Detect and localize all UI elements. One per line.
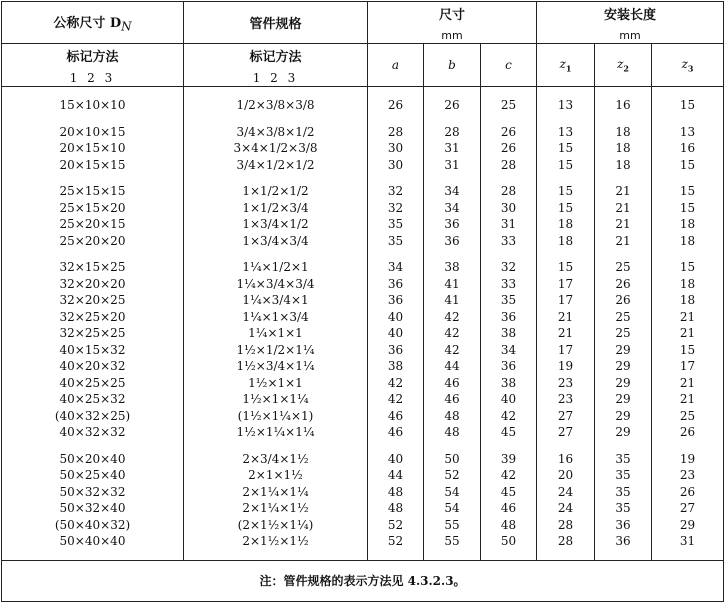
group-spacer xyxy=(2,550,724,561)
cell-b: 54 xyxy=(424,484,481,501)
nominal-size-header: 公称尺寸 $D_N$ xyxy=(2,2,184,44)
cell-a: 52 xyxy=(368,517,424,534)
cell-z1: 23 xyxy=(537,375,595,392)
cell-spec: 1½×3/4×1¼ xyxy=(184,358,368,375)
table-row xyxy=(2,342,724,359)
cell-z3: 25 xyxy=(652,408,724,425)
cell-spec: 1¼×3/4×1 xyxy=(184,292,368,309)
cell-a: 36 xyxy=(368,276,424,293)
cell-b: 48 xyxy=(424,424,481,441)
cell-z3: 15 xyxy=(652,183,724,200)
cell-z2: 29 xyxy=(595,391,652,408)
cell-z1: 15 xyxy=(537,200,595,217)
cell-z3: 15 xyxy=(652,157,724,174)
col-a-header: a xyxy=(368,44,424,87)
cell-nominal: 50×20×40 xyxy=(2,451,184,468)
cell-a: 42 xyxy=(368,375,424,392)
cell-z3: 18 xyxy=(652,276,724,293)
table-row xyxy=(2,451,724,468)
cell-z2: 21 xyxy=(595,183,652,200)
cell-spec: 1¼×3/4×3/4 xyxy=(184,276,368,293)
cell-z1: 17 xyxy=(537,342,595,359)
cell-b: 44 xyxy=(424,358,481,375)
cell-z3: 13 xyxy=(652,124,724,141)
group-spacer xyxy=(2,114,724,124)
col-z1-header: $z_1$ xyxy=(537,44,595,87)
cell-nominal: 50×40×40 xyxy=(2,533,184,550)
cell-z2: 16 xyxy=(595,97,652,114)
cell-b: 55 xyxy=(424,517,481,534)
cell-z1: 15 xyxy=(537,183,595,200)
cell-spec: 2×1×1½ xyxy=(184,467,368,484)
cell-c: 38 xyxy=(481,325,537,342)
col-b-header: b xyxy=(424,44,481,87)
cell-z3: 23 xyxy=(652,467,724,484)
cell-spec: 1½×1¼×1¼ xyxy=(184,424,368,441)
cell-z2: 21 xyxy=(595,216,652,233)
cell-b: 36 xyxy=(424,233,481,250)
cell-a: 48 xyxy=(368,500,424,517)
cell-z3: 26 xyxy=(652,484,724,501)
mark-method-header-1: 标记方法 1 2 3 xyxy=(2,44,184,87)
cell-z1: 27 xyxy=(537,408,595,425)
header-row-2 xyxy=(2,44,724,87)
cell-c: 36 xyxy=(481,309,537,326)
cell-spec: 1×1/2×3/4 xyxy=(184,200,368,217)
cell-nominal: 25×15×15 xyxy=(2,183,184,200)
cell-c: 33 xyxy=(481,276,537,293)
cell-a: 38 xyxy=(368,358,424,375)
cell-a: 46 xyxy=(368,408,424,425)
cell-c: 26 xyxy=(481,124,537,141)
cell-z3: 21 xyxy=(652,325,724,342)
cell-z3: 18 xyxy=(652,292,724,309)
cell-b: 46 xyxy=(424,375,481,392)
cell-a: 26 xyxy=(368,97,424,114)
cell-spec: 1×3/4×3/4 xyxy=(184,233,368,250)
cell-z1: 28 xyxy=(537,533,595,550)
mark-method-header-2: 标记方法 1 2 3 xyxy=(184,44,368,87)
cell-z2: 18 xyxy=(595,157,652,174)
cell-spec: 1×3/4×1/2 xyxy=(184,216,368,233)
cell-z2: 18 xyxy=(595,140,652,157)
group-spacer xyxy=(2,441,724,451)
table-row xyxy=(2,408,724,425)
cell-z2: 35 xyxy=(595,451,652,468)
cell-spec: 2×1¼×1¼ xyxy=(184,484,368,501)
table-row xyxy=(2,259,724,276)
cell-a: 28 xyxy=(368,124,424,141)
cell-z3: 15 xyxy=(652,97,724,114)
cell-nominal: 40×20×32 xyxy=(2,358,184,375)
cell-z2: 29 xyxy=(595,375,652,392)
cell-z1: 13 xyxy=(537,124,595,141)
cell-nominal: 15×10×10 xyxy=(2,97,184,114)
cell-nominal: 32×25×20 xyxy=(2,309,184,326)
cell-z2: 18 xyxy=(595,124,652,141)
cell-z3: 18 xyxy=(652,233,724,250)
cell-nominal: 32×15×25 xyxy=(2,259,184,276)
cell-z1: 21 xyxy=(537,309,595,326)
cell-spec: 1×1/2×1/2 xyxy=(184,183,368,200)
cell-z3: 21 xyxy=(652,309,724,326)
cell-spec: 1¼×1/2×1 xyxy=(184,259,368,276)
cell-c: 40 xyxy=(481,391,537,408)
cell-spec: 1½×1×1¼ xyxy=(184,391,368,408)
cell-z1: 17 xyxy=(537,292,595,309)
cell-z2: 21 xyxy=(595,200,652,217)
cell-b: 55 xyxy=(424,533,481,550)
cell-z1: 18 xyxy=(537,233,595,250)
cell-a: 48 xyxy=(368,484,424,501)
cell-z3: 15 xyxy=(652,259,724,276)
dimensions-header: 尺寸 mm xyxy=(368,2,537,44)
cell-spec: 1¼×1×3/4 xyxy=(184,309,368,326)
cell-c: 38 xyxy=(481,375,537,392)
cell-b: 26 xyxy=(424,97,481,114)
cell-z1: 17 xyxy=(537,276,595,293)
col-z2-header: $z_2$ xyxy=(595,44,652,87)
cell-nominal: 32×20×20 xyxy=(2,276,184,293)
table-row xyxy=(2,500,724,517)
cell-spec: 1½×1/2×1¼ xyxy=(184,342,368,359)
cell-c: 33 xyxy=(481,233,537,250)
cell-spec: 2×1¼×1½ xyxy=(184,500,368,517)
cell-spec: 3×4×1/2×3/8 xyxy=(184,140,368,157)
cell-c: 45 xyxy=(481,424,537,441)
table-row xyxy=(2,276,724,293)
cell-z3: 29 xyxy=(652,517,724,534)
cell-z2: 25 xyxy=(595,309,652,326)
cell-b: 42 xyxy=(424,309,481,326)
cell-z1: 28 xyxy=(537,517,595,534)
cell-z1: 18 xyxy=(537,216,595,233)
cell-c: 36 xyxy=(481,358,537,375)
cell-b: 50 xyxy=(424,451,481,468)
cell-c: 28 xyxy=(481,157,537,174)
cell-z2: 35 xyxy=(595,484,652,501)
table-row xyxy=(2,97,724,114)
table-row xyxy=(2,124,724,141)
cell-nominal: 40×25×25 xyxy=(2,375,184,392)
table-body xyxy=(2,87,724,561)
cell-z1: 27 xyxy=(537,424,595,441)
cell-z3: 18 xyxy=(652,216,724,233)
cell-z1: 24 xyxy=(537,484,595,501)
cell-z1: 21 xyxy=(537,325,595,342)
cell-z3: 19 xyxy=(652,451,724,468)
table-row xyxy=(2,424,724,441)
cell-z2: 25 xyxy=(595,259,652,276)
cell-a: 36 xyxy=(368,292,424,309)
cell-z3: 15 xyxy=(652,342,724,359)
fitting-dimension-table xyxy=(1,1,724,602)
cell-z3: 21 xyxy=(652,375,724,392)
group-spacer xyxy=(2,87,724,98)
cell-z2: 29 xyxy=(595,342,652,359)
cell-spec: (1½×1¼×1) xyxy=(184,408,368,425)
cell-nominal: 20×15×15 xyxy=(2,157,184,174)
cell-z1: 15 xyxy=(537,140,595,157)
cell-nominal: 20×15×10 xyxy=(2,140,184,157)
cell-z2: 29 xyxy=(595,408,652,425)
col-c-header: c xyxy=(481,44,537,87)
cell-z1: 15 xyxy=(537,259,595,276)
cell-z1: 13 xyxy=(537,97,595,114)
cell-a: 32 xyxy=(368,183,424,200)
cell-spec: 2×3/4×1½ xyxy=(184,451,368,468)
cell-z2: 25 xyxy=(595,325,652,342)
cell-a: 52 xyxy=(368,533,424,550)
cell-nominal: (40×32×25) xyxy=(2,408,184,425)
table-row xyxy=(2,325,724,342)
cell-spec: 3/4×3/8×1/2 xyxy=(184,124,368,141)
cell-spec: 3/4×1/2×1/2 xyxy=(184,157,368,174)
cell-b: 31 xyxy=(424,140,481,157)
cell-b: 41 xyxy=(424,292,481,309)
cell-nominal: 20×10×15 xyxy=(2,124,184,141)
cell-a: 40 xyxy=(368,325,424,342)
cell-spec: (2×1½×1¼) xyxy=(184,517,368,534)
table-row xyxy=(2,391,724,408)
cell-a: 30 xyxy=(368,157,424,174)
cell-z2: 29 xyxy=(595,424,652,441)
cell-a: 35 xyxy=(368,233,424,250)
cell-spec: 1/2×3/8×3/8 xyxy=(184,97,368,114)
table-row xyxy=(2,233,724,250)
cell-c: 46 xyxy=(481,500,537,517)
group-spacer xyxy=(2,173,724,183)
cell-b: 54 xyxy=(424,500,481,517)
cell-c: 31 xyxy=(481,216,537,233)
group-spacer xyxy=(2,249,724,259)
cell-a: 44 xyxy=(368,467,424,484)
cell-nominal: 40×32×32 xyxy=(2,424,184,441)
table-row xyxy=(2,517,724,534)
cell-c: 32 xyxy=(481,259,537,276)
cell-a: 46 xyxy=(368,424,424,441)
cell-c: 48 xyxy=(481,517,537,534)
cell-c: 34 xyxy=(481,342,537,359)
cell-c: 35 xyxy=(481,292,537,309)
cell-z3: 31 xyxy=(652,533,724,550)
cell-z2: 26 xyxy=(595,292,652,309)
header-row-1 xyxy=(2,2,724,44)
cell-nominal: 50×32×32 xyxy=(2,484,184,501)
note-row xyxy=(2,560,724,601)
cell-spec: 1½×1×1 xyxy=(184,375,368,392)
cell-b: 38 xyxy=(424,259,481,276)
cell-a: 40 xyxy=(368,309,424,326)
table-row xyxy=(2,183,724,200)
cell-a: 36 xyxy=(368,342,424,359)
cell-nominal: 25×20×15 xyxy=(2,216,184,233)
table-row xyxy=(2,467,724,484)
cell-nominal: 50×32×40 xyxy=(2,500,184,517)
cell-b: 48 xyxy=(424,408,481,425)
cell-spec: 2×1½×1½ xyxy=(184,533,368,550)
cell-c: 42 xyxy=(481,408,537,425)
cell-c: 50 xyxy=(481,533,537,550)
cell-c: 26 xyxy=(481,140,537,157)
table-row xyxy=(2,309,724,326)
install-length-header: 安装长度 mm xyxy=(537,2,724,44)
cell-nominal: 32×25×25 xyxy=(2,325,184,342)
cell-b: 34 xyxy=(424,183,481,200)
cell-z2: 26 xyxy=(595,276,652,293)
cell-a: 40 xyxy=(368,451,424,468)
cell-z3: 16 xyxy=(652,140,724,157)
cell-nominal: 50×25×40 xyxy=(2,467,184,484)
cell-z1: 24 xyxy=(537,500,595,517)
table-row xyxy=(2,484,724,501)
cell-z2: 36 xyxy=(595,533,652,550)
document-page xyxy=(1,1,723,602)
cell-c: 25 xyxy=(481,97,537,114)
table-row xyxy=(2,200,724,217)
cell-b: 46 xyxy=(424,391,481,408)
col-z3-header: $z_3$ xyxy=(652,44,724,87)
cell-z3: 15 xyxy=(652,200,724,217)
table-row xyxy=(2,375,724,392)
table-row xyxy=(2,358,724,375)
cell-z3: 26 xyxy=(652,424,724,441)
fitting-spec-header: 管件规格 xyxy=(184,2,368,44)
cell-nominal: 25×15×20 xyxy=(2,200,184,217)
table-row xyxy=(2,157,724,174)
cell-nominal: 40×25×32 xyxy=(2,391,184,408)
cell-z2: 35 xyxy=(595,500,652,517)
cell-a: 30 xyxy=(368,140,424,157)
cell-z2: 35 xyxy=(595,467,652,484)
cell-a: 32 xyxy=(368,200,424,217)
cell-b: 42 xyxy=(424,342,481,359)
cell-z1: 23 xyxy=(537,391,595,408)
cell-c: 42 xyxy=(481,467,537,484)
cell-b: 34 xyxy=(424,200,481,217)
cell-nominal: (50×40×32) xyxy=(2,517,184,534)
cell-c: 28 xyxy=(481,183,537,200)
cell-z2: 29 xyxy=(595,358,652,375)
table-row xyxy=(2,533,724,550)
cell-z1: 15 xyxy=(537,157,595,174)
table-row xyxy=(2,140,724,157)
cell-z1: 16 xyxy=(537,451,595,468)
cell-z3: 17 xyxy=(652,358,724,375)
cell-nominal: 40×15×32 xyxy=(2,342,184,359)
cell-z1: 20 xyxy=(537,467,595,484)
cell-a: 42 xyxy=(368,391,424,408)
table-row xyxy=(2,292,724,309)
cell-z2: 36 xyxy=(595,517,652,534)
cell-c: 39 xyxy=(481,451,537,468)
cell-a: 34 xyxy=(368,259,424,276)
cell-c: 45 xyxy=(481,484,537,501)
cell-b: 52 xyxy=(424,467,481,484)
cell-z2: 21 xyxy=(595,233,652,250)
table-row xyxy=(2,216,724,233)
table-note: 注：管件规格的表示方法见 4.3.2.3。 xyxy=(2,560,724,601)
cell-spec: 1¼×1×1 xyxy=(184,325,368,342)
cell-c: 30 xyxy=(481,200,537,217)
cell-a: 35 xyxy=(368,216,424,233)
cell-nominal: 32×20×25 xyxy=(2,292,184,309)
cell-b: 42 xyxy=(424,325,481,342)
cell-b: 31 xyxy=(424,157,481,174)
cell-z3: 27 xyxy=(652,500,724,517)
cell-nominal: 25×20×20 xyxy=(2,233,184,250)
cell-b: 41 xyxy=(424,276,481,293)
cell-b: 36 xyxy=(424,216,481,233)
cell-z1: 19 xyxy=(537,358,595,375)
cell-b: 28 xyxy=(424,124,481,141)
cell-z3: 21 xyxy=(652,391,724,408)
